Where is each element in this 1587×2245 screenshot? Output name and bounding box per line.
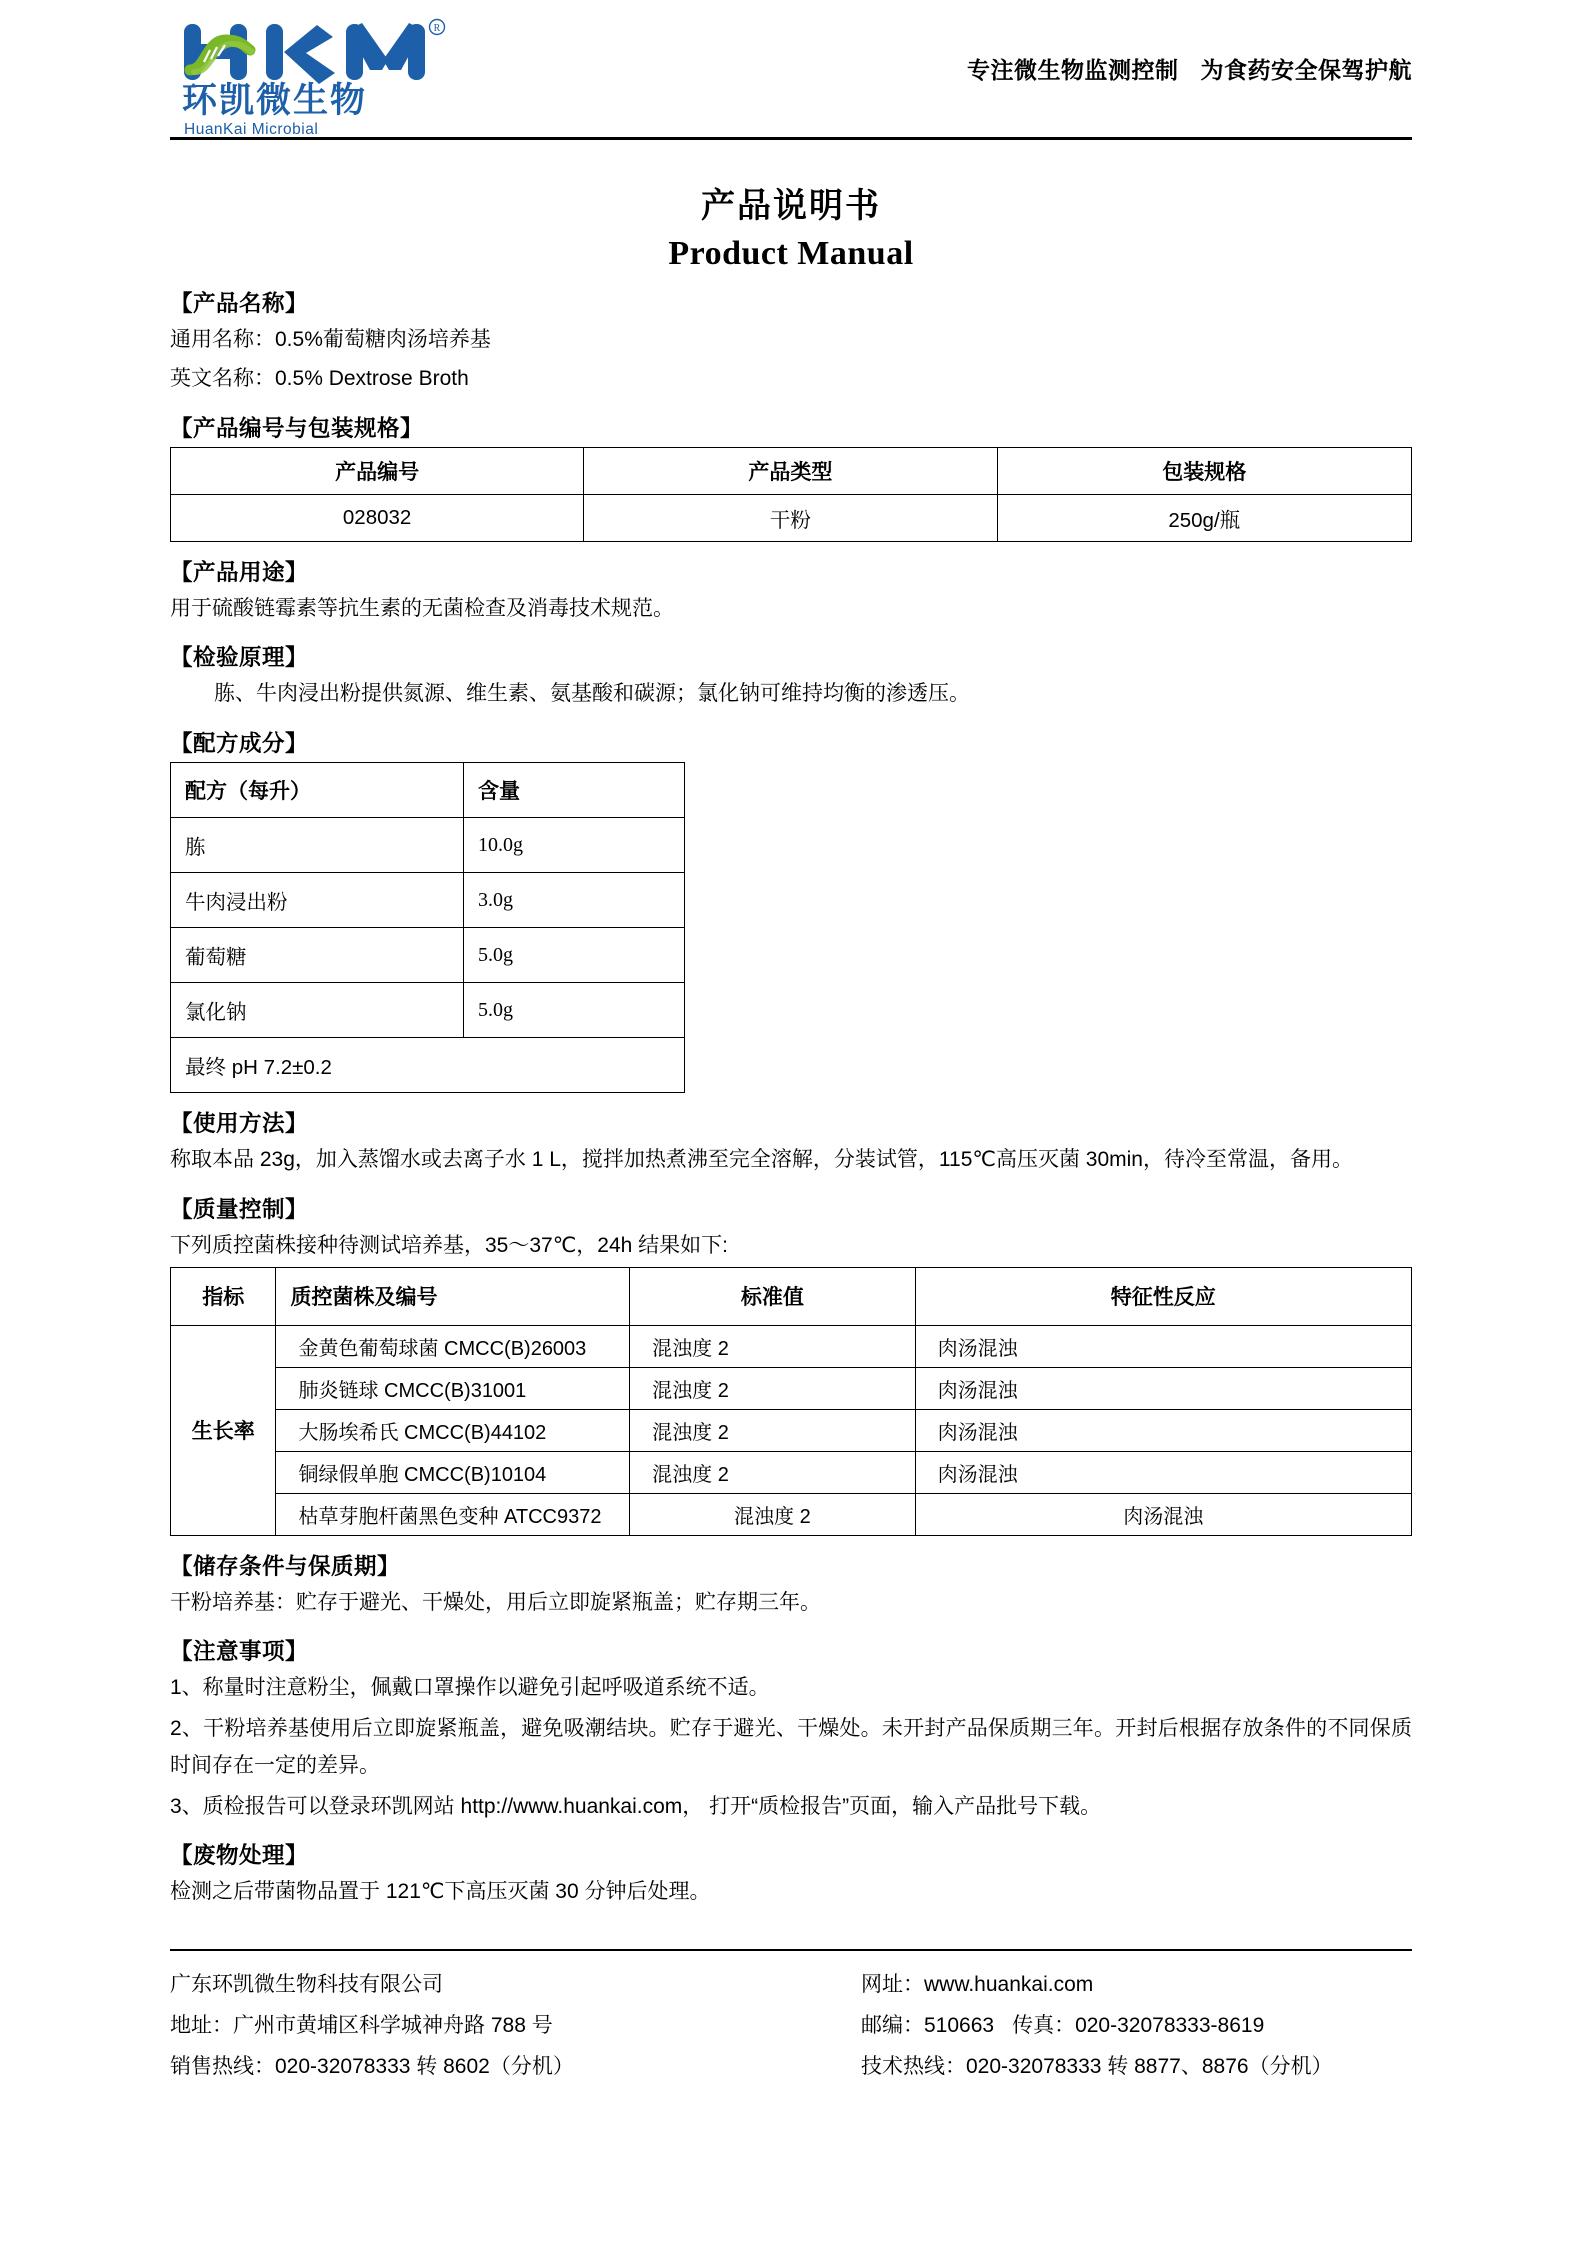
cell-standard-value: 混浊度 2 [630,1367,915,1409]
product-english-name [170,361,1412,398]
footer-postcode-fax [861,2006,1412,2047]
section-heading-principle: 【检验原理】 [170,645,309,672]
table-row [171,928,685,983]
table-row [171,873,685,928]
precaution-item-2: 2、干粉培养基使用后立即旋紧瓶盖，避免吸潮结块。贮存于避光、干燥处。未开封产品保质期三年。开封后根据存放条件的不同保质时间存在一定的差异。 [170,1717,1412,1777]
page-title-en: Product Manual [668,235,914,272]
table-row [171,818,685,873]
table-row [171,1367,1412,1409]
common-name-label: 通用名称： [170,328,275,351]
cell-standard-value: 混浊度 2 [630,1493,915,1535]
cell-strain: 铜绿假单胞 CMCC(B)10104 [276,1451,630,1493]
section-heading-waste: 【废物处理】 [170,1843,309,1870]
cell-ingredient: 葡萄糖 [171,928,464,983]
section-heading-product-name: 【产品名称】 [170,291,309,317]
table-header-row [171,1267,1412,1325]
table-row [171,1325,1412,1367]
footer-tech-hotline: 技术热线：020-32078333 转 8877、8876（分机） [861,2054,1333,2078]
cell-strain: 枯草芽胞杆菌黑色变种 ATCC9372 [276,1493,630,1535]
cell-standard-value: 混浊度 2 [630,1409,915,1451]
table-row-ph [171,1038,685,1093]
storage-text: 干粉培养基：贮存于避光、干燥处，用后立即旋紧瓶盖；贮存期三年。 [170,1590,821,1614]
footer-fax: 传真：020-32078333-8619 [1012,2013,1265,2037]
common-name-value: 0.5%葡萄糖肉汤培养基 [275,328,491,351]
col-standard-value: 标准值 [630,1267,915,1325]
english-name-value: 0.5% Dextrose Broth [275,366,469,390]
col-formula-per-liter: 配方（每升） [171,763,464,818]
col-content: 含量 [463,763,684,818]
col-index: 指标 [171,1267,276,1325]
formula-table [170,762,685,1093]
page-header [170,0,1412,140]
precaution-item-3: 3、质检报告可以登录环凯网站 http://www.huankai.com， 打开“质检报告”页面，输入产品批号下载。 [170,1794,1102,1818]
table-row [171,1451,1412,1493]
tagline-right: 为食药安全保驾护航 [1200,58,1412,84]
cell-amount: 5.0g [463,928,684,983]
table-row [171,494,1412,541]
english-name-label: 英文名称： [170,366,275,390]
table-header-row [171,447,1412,494]
footer-sales-hotline: 销售热线：020-32078333 转 8602（分机） [170,2054,574,2078]
cell-amount: 5.0g [463,983,684,1038]
cell-strain: 肺炎链球 CMCC(B)31001 [276,1367,630,1409]
quality-control-table [170,1267,1412,1536]
col-package-spec: 包装规格 [997,447,1412,494]
page-footer [170,1949,1412,2088]
cell-package-spec: 250g/瓶 [997,494,1412,541]
footer-address: 地址：广州市黄埔区科学城神舟路 788 号 [170,2013,553,2037]
precaution-item-1: 1、称量时注意粉尘，佩戴口罩操作以避免引起呼吸道系统不适。 [170,1676,770,1700]
page-title-cn: 产品说明书 [701,186,881,226]
section-heading-quality-control: 【质量控制】 [170,1196,309,1223]
cell-product-type: 干粉 [584,494,997,541]
cell-index-growth-rate: 生长率 [171,1325,276,1535]
section-heading-formula: 【配方成分】 [170,731,309,757]
product-spec-table [170,447,1412,542]
hkm-logo-icon [180,18,448,86]
col-characteristic-reaction: 特征性反应 [915,1267,1411,1325]
cell-ingredient: 胨 [171,818,464,873]
cell-strain: 金黄色葡萄球菌 CMCC(B)26003 [276,1325,630,1367]
svg-text:R: R [433,22,441,34]
section-heading-storage: 【储存条件与保质期】 [170,1553,401,1580]
waste-text: 检测之后带菌物品置于 121℃下高压灭菌 30 分钟后处理。 [170,1880,711,1904]
footer-postcode: 邮编：510663 [861,2013,995,2037]
col-product-code: 产品编号 [171,447,584,494]
product-common-name [170,322,1412,359]
logo-english-name: HuanKai Microbial [184,120,319,138]
cell-product-code: 028032 [171,494,584,541]
cell-reaction: 肉汤混浊 [915,1367,1411,1409]
header-tagline [967,52,1412,137]
table-header-row [171,763,685,818]
cell-reaction: 肉汤混浊 [915,1409,1411,1451]
cell-amount: 10.0g [463,818,684,873]
col-product-type: 产品类型 [584,447,997,494]
section-heading-product-code: 【产品编号与包装规格】 [170,415,424,442]
cell-reaction: 肉汤混浊 [915,1493,1411,1535]
table-row [171,1409,1412,1451]
section-heading-precautions: 【注意事项】 [170,1639,309,1666]
table-row [171,983,685,1038]
footer-left-column [170,1965,791,2088]
cell-amount: 3.0g [463,873,684,928]
footer-right-column [791,1965,1412,2088]
cell-ingredient: 牛肉浸出粉 [171,873,464,928]
footer-company: 广东环凯微生物科技有限公司 [170,1973,443,1996]
cell-ingredient: 氯化钠 [171,983,464,1038]
section-heading-method: 【使用方法】 [170,1111,309,1137]
cell-strain: 大肠埃希氏 CMCC(B)44102 [276,1409,630,1451]
usage-text: 用于硫酸链霉素等抗生素的无菌检查及消毒技术规范。 [170,596,674,620]
quality-control-intro: 下列质控菌株接种待测试培养基，35～37℃，24h 结果如下: [170,1233,729,1257]
cell-standard-value: 混浊度 2 [630,1451,915,1493]
table-row [171,1493,1412,1535]
section-heading-usage: 【产品用途】 [170,559,309,586]
method-text: 称取本品 23g，加入蒸馏水或去离子水 1 L，搅拌加热煮沸至完全溶解，分装试管，115℃高压灭菌 30min，待冷至常温，备用。 [170,1148,1353,1171]
cell-standard-value: 混浊度 2 [630,1325,915,1367]
company-logo [170,18,448,138]
logo-chinese-name: 环凯微生物 [182,80,368,121]
principle-text: 胨、牛肉浸出粉提供氮源、维生素、氨基酸和碳源；氯化钠可维持均衡的渗透压。 [214,682,970,706]
cell-reaction: 肉汤混浊 [915,1325,1411,1367]
col-strain: 质控菌株及编号 [276,1267,630,1325]
footer-website: 网址：www.huankai.com [861,1973,1094,1996]
cell-reaction: 肉汤混浊 [915,1451,1411,1493]
cell-final-ph: 最终 pH 7.2±0.2 [171,1038,685,1093]
tagline-left: 专注微生物监测控制 [967,58,1179,84]
